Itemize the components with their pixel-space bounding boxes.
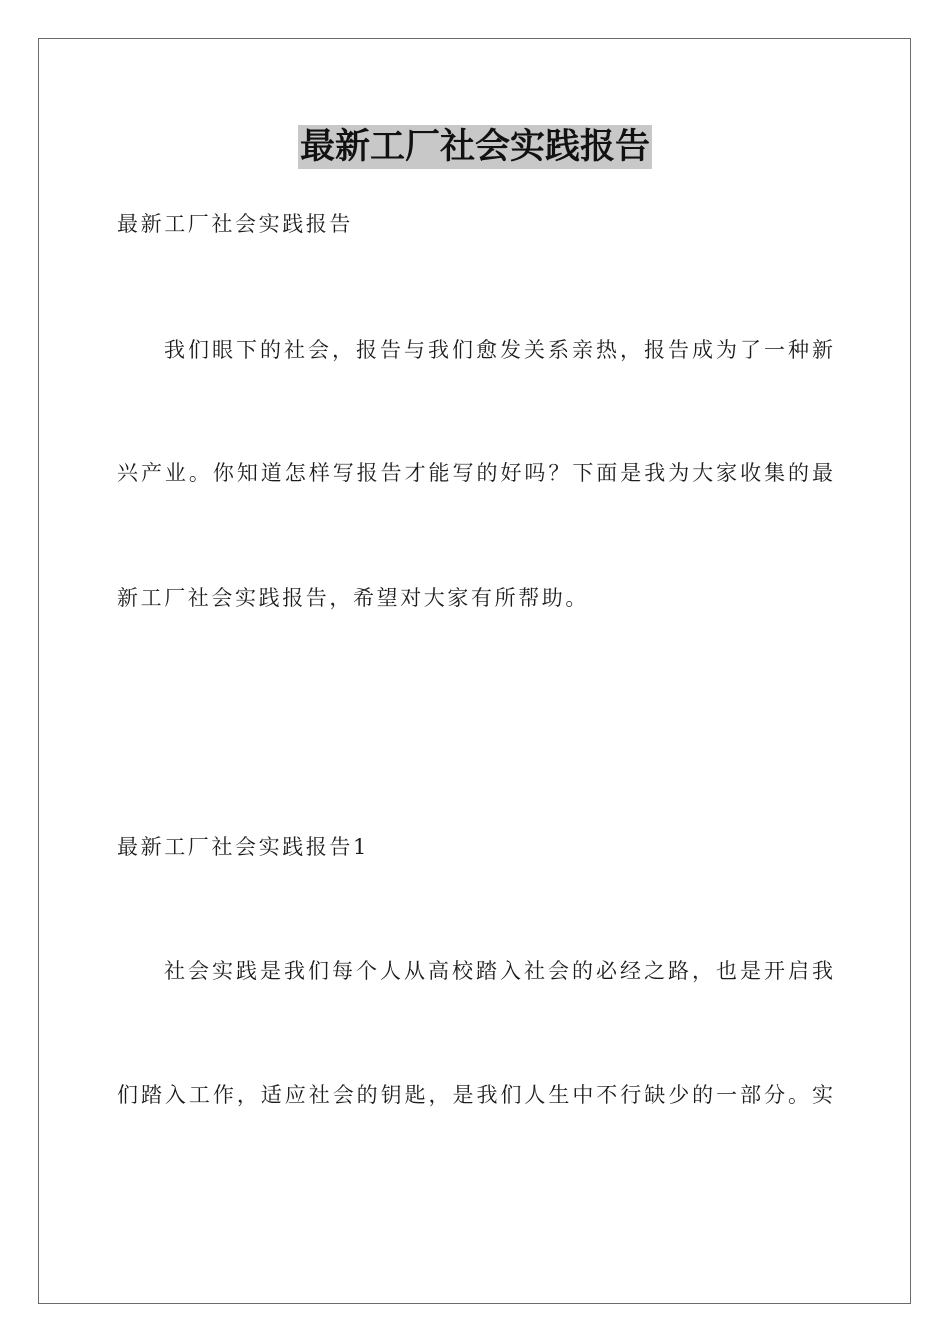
section-heading: 最新工厂社会实践报告1 <box>117 835 369 859</box>
document-subtitle: 最新工厂社会实践报告 <box>117 212 353 236</box>
body-line-2: 们踏入工作，适应社会的钥匙，是我们人生中不行缺少的一部分。实 <box>117 1083 833 1107</box>
intro-line-1: 我们眼下的社会，报告与我们愈发关系亲热，报告成为了一种新 <box>164 338 833 362</box>
intro-line-2: 兴产业。你知道怎样写报告才能写的好吗？下面是我为大家收集的最 <box>117 461 833 485</box>
document-title: 最新工厂社会实践报告 <box>299 126 650 167</box>
title-container <box>0 125 950 169</box>
intro-line-3: 新工厂社会实践报告，希望对大家有所帮助。 <box>117 586 589 610</box>
body-line-1: 社会实践是我们每个人从高校踏入社会的必经之路，也是开启我 <box>164 959 833 983</box>
